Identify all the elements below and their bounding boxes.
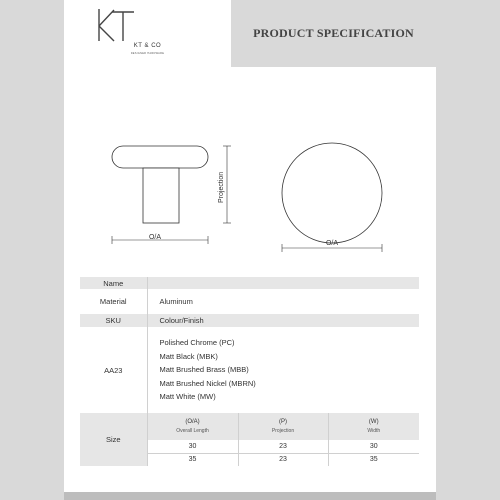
name-row xyxy=(80,277,419,289)
size-value: 23 xyxy=(238,453,328,466)
finish-list xyxy=(147,327,419,413)
material-label: Material xyxy=(99,297,127,306)
name-label: Name xyxy=(103,278,124,288)
projection-label: Projection xyxy=(218,171,225,203)
size-value: 23 xyxy=(238,440,328,453)
brand-name: KT & CO xyxy=(133,43,162,49)
sku-header-row xyxy=(80,314,419,327)
finish-item: Matt Black (MBK) xyxy=(159,351,218,361)
footer-band xyxy=(64,492,436,500)
front-overall-label: O/A xyxy=(325,240,339,247)
size-col-desc: Overall Length xyxy=(176,427,209,434)
name-value xyxy=(147,277,419,289)
sku-value: AA23 xyxy=(104,365,123,375)
finish-header: Colour/Finish xyxy=(147,314,419,327)
page-title: PRODUCT SPECIFICATION xyxy=(253,26,414,40)
size-col-code: (O/A) xyxy=(185,418,200,425)
finish-item: Matt White (MW) xyxy=(159,392,216,402)
size-value: 30 xyxy=(328,440,419,453)
specification-table xyxy=(80,277,419,466)
material-row xyxy=(80,289,419,314)
size-value: 35 xyxy=(147,453,238,466)
size-col-projection xyxy=(238,413,328,440)
size-col-width xyxy=(328,413,419,440)
size-col-code: (P) xyxy=(279,418,287,425)
finish-item: Matt Brushed Nickel (MBRN) xyxy=(159,378,256,388)
side-overall-label: O/A xyxy=(148,234,162,241)
front-view-drawing xyxy=(282,143,382,252)
size-col-code: (W) xyxy=(368,418,379,425)
size-value: 30 xyxy=(147,440,238,453)
material-value: Aluminum xyxy=(147,289,419,314)
size-col-desc: Projection xyxy=(271,427,295,434)
size-value: 35 xyxy=(328,453,419,466)
finish-item: Polished Chrome (PC) xyxy=(159,338,235,348)
sku-row xyxy=(80,327,419,413)
sku-label: SKU xyxy=(105,316,121,325)
finish-item: Matt Brushed Brass (MBB) xyxy=(159,365,249,375)
size-col-overall xyxy=(147,413,238,440)
size-label: Size xyxy=(80,413,147,466)
size-col-desc: Width xyxy=(367,427,381,434)
size-header-row xyxy=(80,413,419,440)
brand-tagline: DESIGNER HARDWARE xyxy=(130,52,165,55)
side-view-drawing xyxy=(112,146,231,244)
